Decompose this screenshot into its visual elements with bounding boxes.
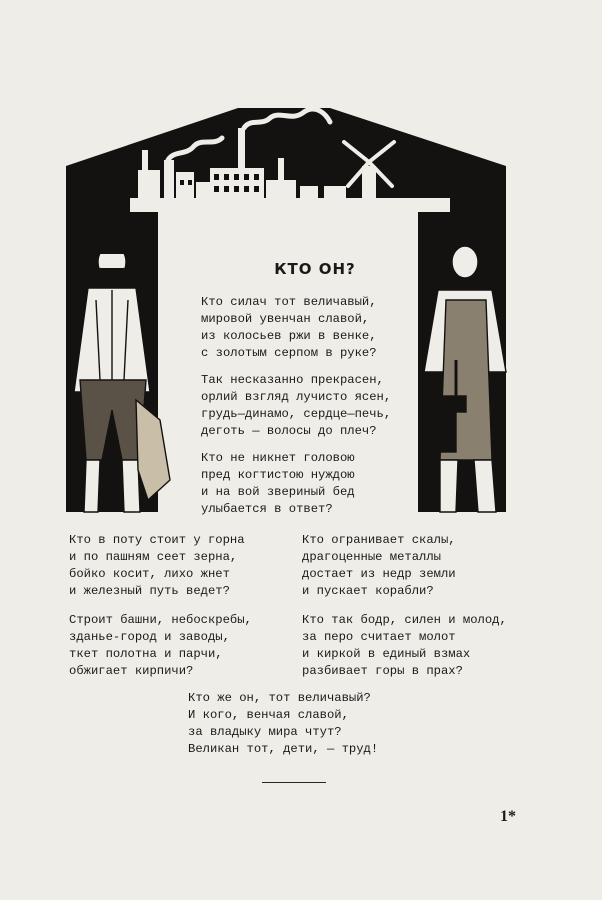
poem-title: КТО ОН? — [274, 260, 356, 278]
stanza-2: Так несказанно прекрасен, орлий взгляд лучисто ясен, грудь—динамо, сердце—печь, деготь — волосы до плеч? — [201, 373, 392, 438]
end-rule — [262, 782, 326, 783]
stanza-7: Кто так бодр, силен и молод, за перо считает молот и киркой в единый взмах разбивает горы в прах? — [302, 613, 507, 678]
page-number: 1* — [500, 808, 516, 825]
stanza-4: Кто в поту стоит у горна и по пашням сеет зерна, бойко косит, лихо жнет и железный путь ведет? — [69, 533, 245, 598]
stanza-6: Строит башни, небоскребы, зданье-город и заводы, ткет полотна и парчи, обжигает кирпичи? — [69, 613, 252, 678]
stanza-3: Кто не никнет головою пред когтистою нуждою и на вой звериный бед улыбается в ответ? — [201, 451, 355, 516]
stanza-8: Кто же он, тот величавый? И кого, венчая славой, за владыку мира чтут? Великан тот, дети, — труд! — [188, 691, 379, 756]
stanza-5: Кто огранивает скалы, драгоценные металлы достает из недр земли и пускает корабли? — [302, 533, 456, 598]
stanza-1: Кто силач тот величавый, мировой увенчан славой, из колосьев ржи в венке, с золотым серпом в руке? — [201, 295, 377, 360]
